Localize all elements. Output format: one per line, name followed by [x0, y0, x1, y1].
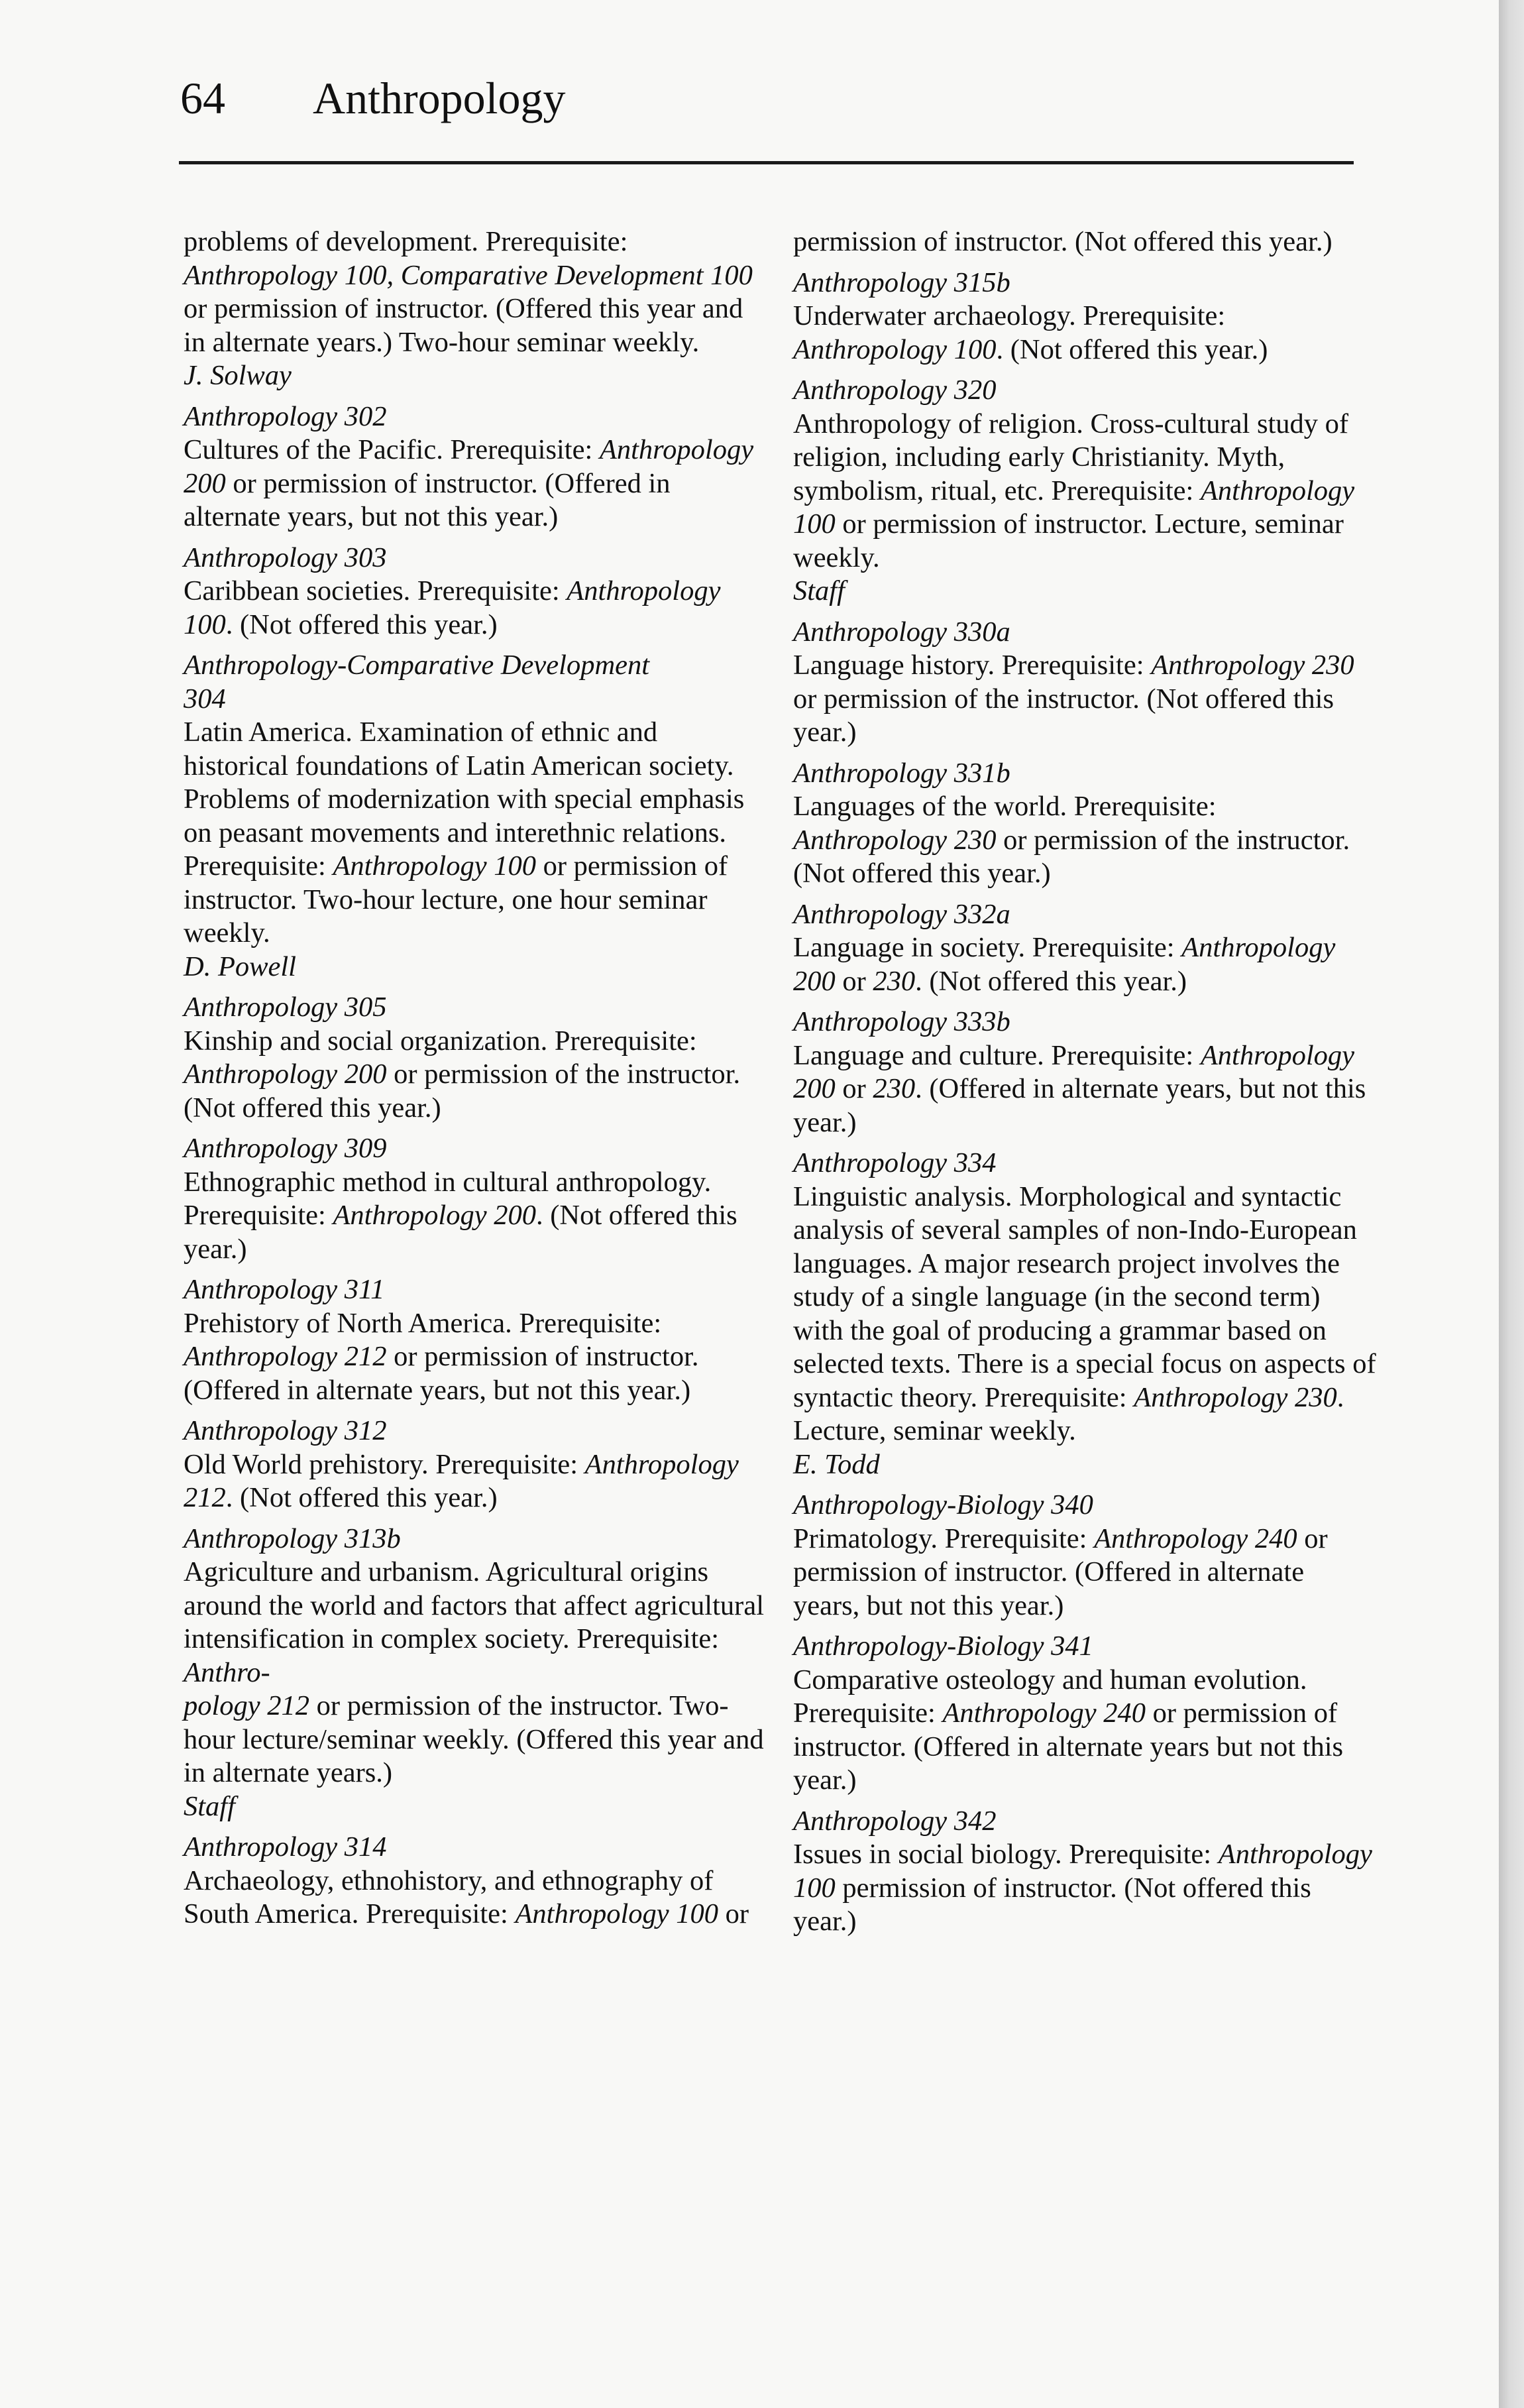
course-description: Cultures of the Pacific. Prerequisite: Anthropology 200 or permission of instructor. (Offered in alternate years, but not this year.) [184, 434, 754, 532]
course-description: Prehistory of North America. Prerequisite: Anthropology 212 or permission of instructor. (Offered in alternate years, but not this year.) [184, 1307, 699, 1406]
course-entry [793, 1147, 1376, 1481]
instructor-name: D. Powell [184, 950, 296, 982]
course-description: permission of instructor. (Not offered this year.) [793, 226, 1333, 257]
course-number: Anthropology 330a [793, 616, 1010, 648]
course-number: Anthropology 309 [184, 1133, 387, 1164]
course-description: Languages of the world. Prerequisite: Anthropology 230 or permission of the instructor. (Not offered this year.) [793, 791, 1350, 889]
course-entry [184, 400, 767, 534]
course-entry [184, 542, 767, 642]
course-description: Language history. Prerequisite: Anthropology 230 or permission of the instructor. (Not offered this year.) [793, 650, 1354, 748]
instructor-name: Staff [184, 1790, 235, 1822]
course-entry [793, 1489, 1376, 1623]
course-entry [793, 1630, 1376, 1798]
course-description: Language and culture. Prerequisite: Anthropology 200 or 230. (Offered in alternate years, but not this year.) [793, 1039, 1366, 1138]
course-entry [793, 898, 1376, 999]
course-entry [793, 1005, 1376, 1139]
course-description: Comparative osteology and human evolution. Prerequisite: Anthropology 240 or permission of instructor. (Offered in alternate years but not this year.) [793, 1664, 1344, 1796]
course-entry [184, 225, 767, 393]
course-number: Anthropology 332a [793, 898, 1010, 930]
course-description: Primatology. Prerequisite: Anthropology 240 or permission of instructor. (Offered in alternate years, but not this year.) [793, 1522, 1328, 1621]
course-entry [793, 266, 1376, 367]
course-entry [184, 1273, 767, 1407]
course-entry [793, 757, 1376, 891]
course-description: Caribbean societies. Prerequisite: Anthropology 100. (Not offered this year.) [184, 575, 721, 640]
course-description: Latin America. Examination of ethnic and historical foundations of Latin American society. Problems of modernization with special emphasis on peasant movements and interethnic relations. Prerequisite: Anthropology 100 or permission of instructor. Two-hour lecture, one hour seminar weekly. [184, 717, 745, 948]
course-entry [184, 991, 767, 1125]
course-number: Anthropology 303 [184, 542, 387, 573]
instructor-name: Staff [793, 575, 845, 606]
course-number: Anthropology 305 [184, 992, 387, 1023]
course-description: Kinship and social organization. Prerequisite: Anthropology 200 or permission of the instructor. (Not offered this year.) [184, 1025, 741, 1123]
course-entry [793, 225, 1376, 259]
course-entry [793, 616, 1376, 750]
course-entry [184, 1522, 767, 1824]
course-number: Anthropology-Biology 341 [793, 1631, 1093, 1662]
course-entry [184, 649, 767, 984]
course-description: Language in society. Prerequisite: Anthropology 200 or 230. (Not offered this year.) [793, 932, 1336, 997]
course-description: Issues in social biology. Prerequisite: Anthropology 100 permission of instructor. (Not offered this year.) [793, 1839, 1372, 1937]
course-entry [184, 1831, 767, 1931]
right-column [793, 225, 1376, 1946]
course-number: Anthropology 315b [793, 266, 1010, 298]
course-description: Ethnographic method in cultural anthropology. Prerequisite: Anthropology 200. (Not offered this year.) [184, 1166, 737, 1265]
course-entry [184, 1132, 767, 1266]
course-number: Anthropology 312 [184, 1415, 387, 1446]
course-description: Agriculture and urbanism. Agricultural origins around the world and factors that affect agricultural intensification in complex society. Prerequisite: Anthro- pology 212 or permission of the instructor. Two-hour lecture/seminar weekly. (Offered this year and in alternate years.) [184, 1556, 765, 1788]
course-number: Anthropology 311 [184, 1274, 385, 1305]
course-number: Anthropology 314 [184, 1831, 387, 1863]
instructor-name: J. Solway [184, 360, 292, 391]
course-number: Anthropology 331b [793, 757, 1010, 789]
course-description: Linguistic analysis. Morphological and syntactic analysis of several samples of non-Indo-European languages. A major research project involves the study of a single language (in the second term) with the goal of producing a grammar based on selected texts. There is a special focus on aspects of syntactic theory. Prerequisite: Anthropology 230. Lecture, seminar weekly. [793, 1180, 1376, 1446]
page-header [180, 72, 566, 125]
course-number: Anthropology-Comparative Development 304 [184, 650, 650, 715]
course-number: Anthropology 342 [793, 1805, 997, 1837]
course-number: Anthropology 313b [184, 1522, 401, 1554]
course-description: Old World prehistory. Prerequisite: Anthropology 212. (Not offered this year.) [184, 1448, 739, 1513]
course-entry [793, 1805, 1376, 1939]
left-column [184, 225, 767, 1939]
course-description: Underwater archaeology. Prerequisite: Anthropology 100. (Not offered this year.) [793, 300, 1268, 365]
header-rule [179, 161, 1354, 164]
page-edge-shadow [1499, 0, 1524, 2408]
course-number: Anthropology 333b [793, 1006, 1010, 1037]
course-number: Anthropology 302 [184, 400, 387, 432]
course-description: problems of development. Prerequisite: Anthropology 100, Comparative Development 100 or permission of instructor. (Offered this year and in alternate years.) Two-hour seminar weekly. [184, 226, 753, 358]
course-description: Archaeology, ethnohistory, and ethnography of South America. Prerequisite: Anthropology 100 or [184, 1864, 749, 1929]
course-number: Anthropology 334 [793, 1147, 997, 1178]
course-entry [793, 374, 1376, 608]
page-title: Anthropology [313, 73, 566, 123]
course-entry [184, 1414, 767, 1515]
page-number: 64 [180, 73, 225, 123]
course-description: Anthropology of religion. Cross-cultural study of religion, including early Christianity. Myth, symbolism, ritual, etc. Prerequisite: Anthropology 100 or permission of instructor. Lecture, seminar weekly. [793, 408, 1355, 573]
course-number: Anthropology-Biology 340 [793, 1489, 1093, 1520]
instructor-name: E. Todd [793, 1448, 880, 1480]
course-number: Anthropology 320 [793, 374, 997, 406]
